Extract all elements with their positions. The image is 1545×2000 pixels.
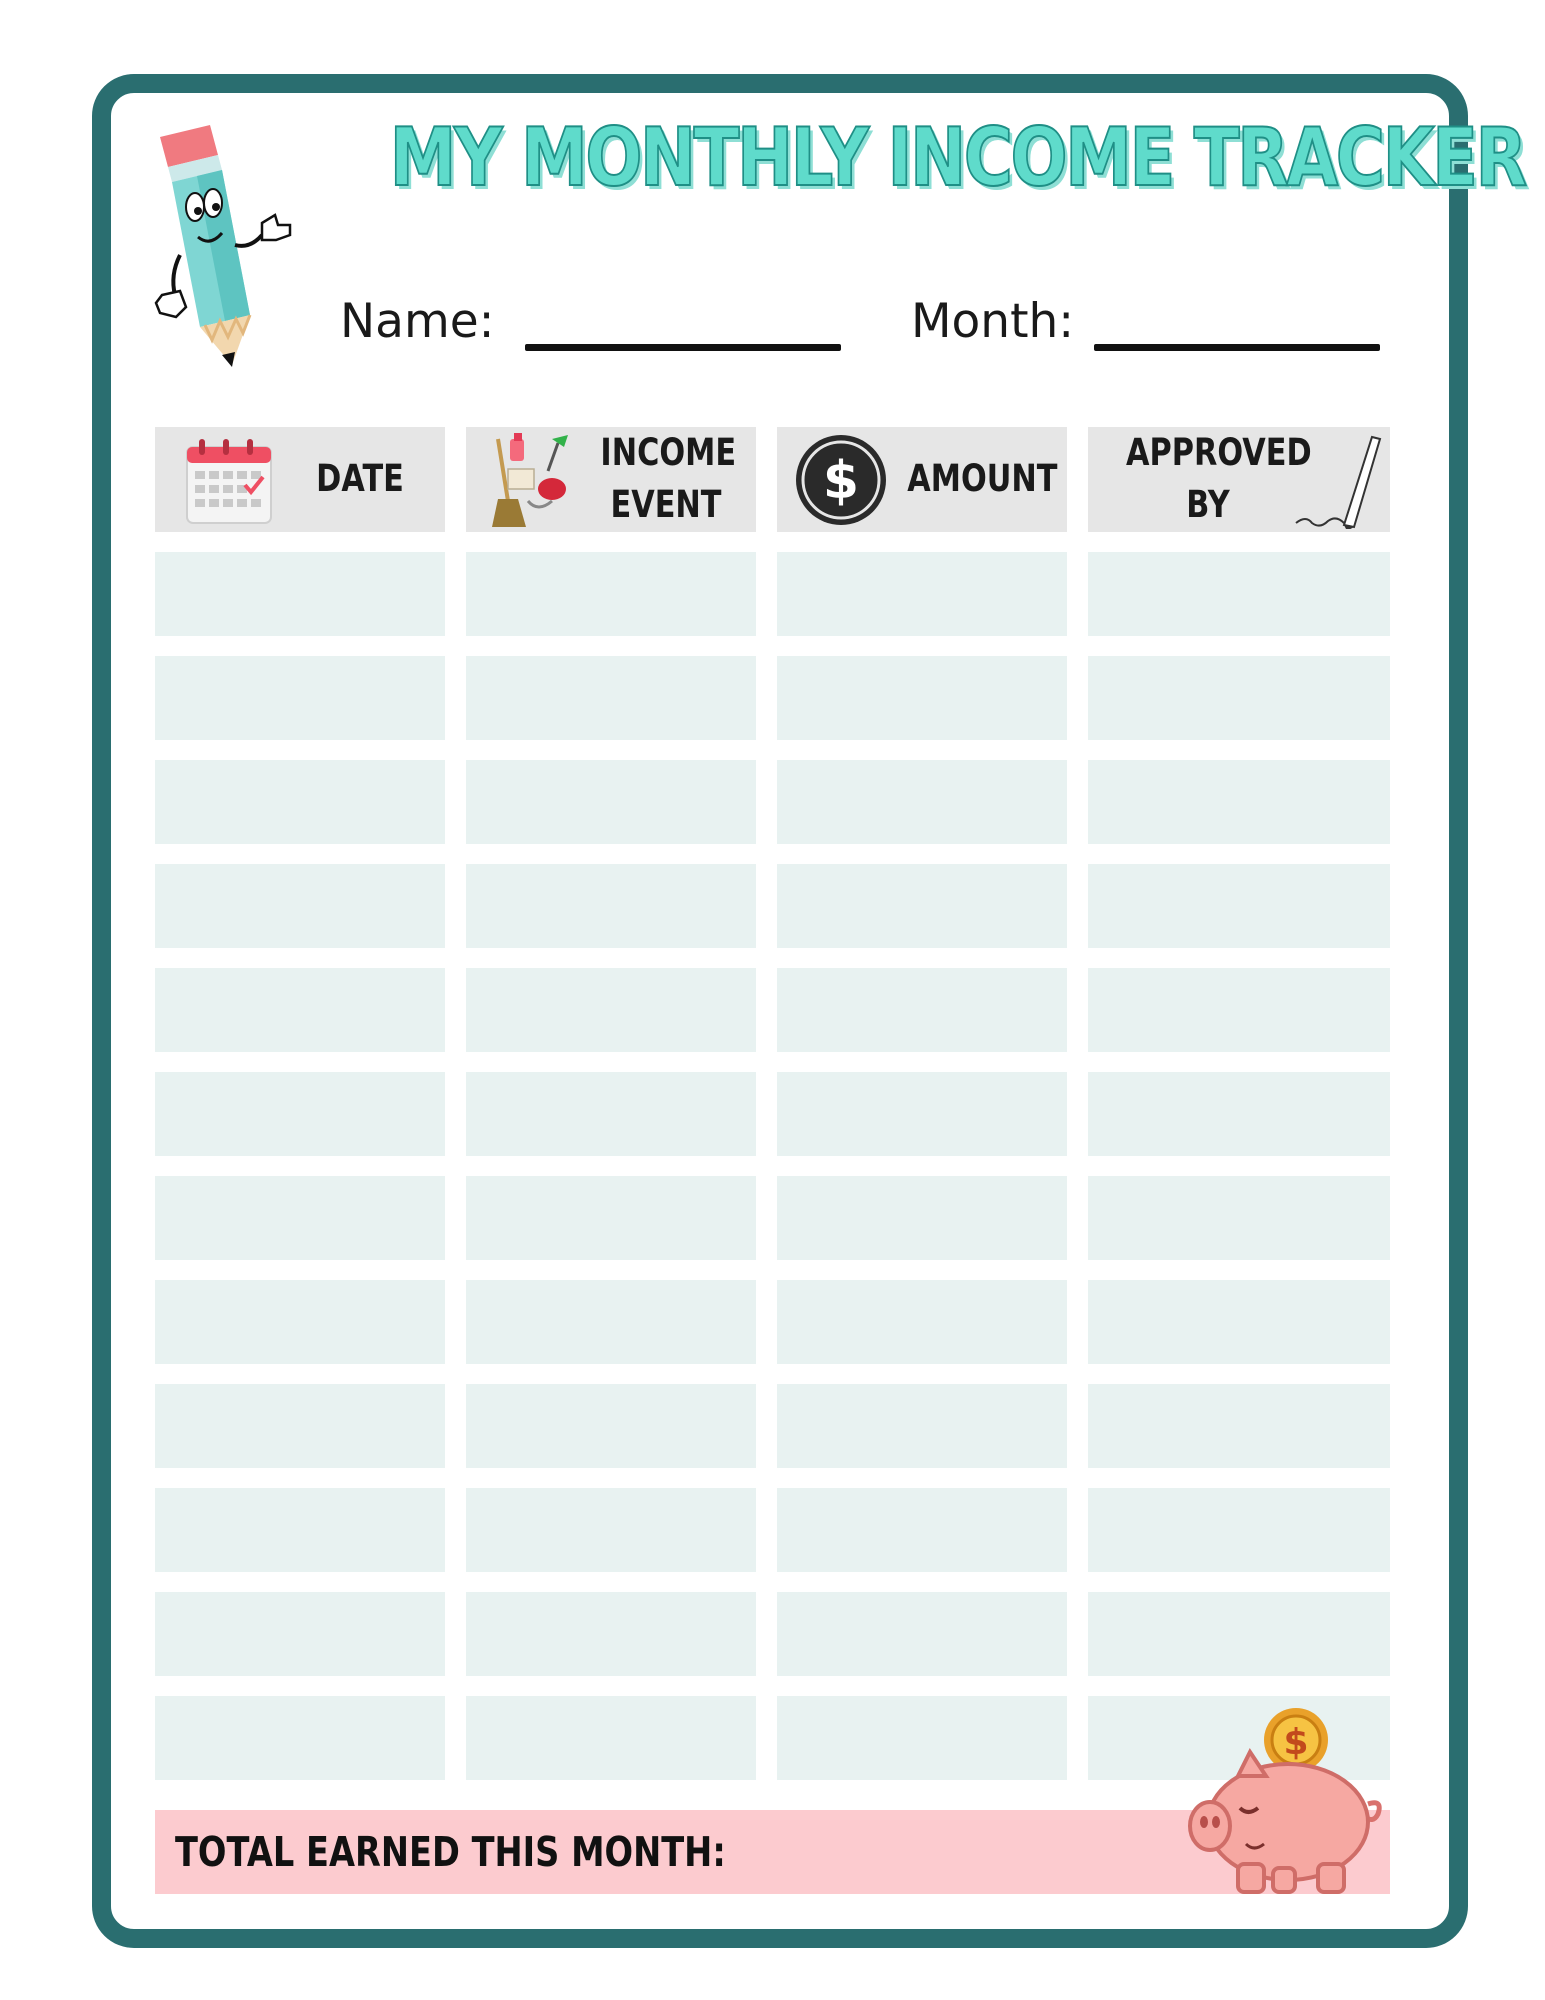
pencil-mascot-icon	[150, 115, 310, 380]
row-9-approved-by[interactable]	[1088, 1384, 1390, 1468]
calendar-icon	[183, 435, 275, 527]
header-income-event-label-1: INCOME	[600, 431, 737, 474]
row-7-date[interactable]	[155, 1176, 445, 1260]
row-4-approved-by[interactable]	[1088, 864, 1390, 948]
row-3-amount[interactable]	[777, 760, 1067, 844]
row-11-date[interactable]	[155, 1592, 445, 1676]
header-approved-by-label-2: BY	[1186, 483, 1230, 526]
header-income-event-label-2: EVENT	[610, 483, 722, 526]
row-3-approved-by[interactable]	[1088, 760, 1390, 844]
row-8-income-event[interactable]	[466, 1280, 756, 1364]
row-11-income-event[interactable]	[466, 1592, 756, 1676]
row-11-amount[interactable]	[777, 1592, 1067, 1676]
row-12-date[interactable]	[155, 1696, 445, 1780]
row-1-approved-by[interactable]	[1088, 552, 1390, 636]
row-10-approved-by[interactable]	[1088, 1488, 1390, 1572]
row-11-approved-by[interactable]	[1088, 1592, 1390, 1676]
header-approved-by	[1088, 427, 1390, 532]
row-4-amount[interactable]	[777, 864, 1067, 948]
svg-text:$: $	[1283, 1722, 1309, 1763]
row-4-date[interactable]	[155, 864, 445, 948]
row-5-date[interactable]	[155, 968, 445, 1052]
row-8-date[interactable]	[155, 1280, 445, 1364]
dollar-coin-icon	[793, 432, 889, 528]
header-amount	[777, 427, 1067, 532]
row-3-date[interactable]	[155, 760, 445, 844]
row-10-income-event[interactable]	[466, 1488, 756, 1572]
pen-signature-icon	[1292, 429, 1382, 529]
row-1-amount[interactable]	[777, 552, 1067, 636]
row-2-approved-by[interactable]	[1088, 656, 1390, 740]
row-12-income-event[interactable]	[466, 1696, 756, 1780]
header-date-label: DATE	[316, 457, 404, 500]
row-10-date[interactable]	[155, 1488, 445, 1572]
row-6-approved-by[interactable]	[1088, 1072, 1390, 1156]
header-approved-by-label-1: APPROVED	[1126, 431, 1312, 474]
row-4-income-event[interactable]	[466, 864, 756, 948]
row-9-date[interactable]	[155, 1384, 445, 1468]
row-6-income-event[interactable]	[466, 1072, 756, 1156]
row-5-amount[interactable]	[777, 968, 1067, 1052]
row-5-approved-by[interactable]	[1088, 968, 1390, 1052]
name-field-line[interactable]	[525, 344, 841, 351]
row-8-approved-by[interactable]	[1088, 1280, 1390, 1364]
row-2-income-event[interactable]	[466, 656, 756, 740]
row-10-amount[interactable]	[777, 1488, 1067, 1572]
month-field-line[interactable]	[1094, 344, 1380, 351]
row-6-date[interactable]	[155, 1072, 445, 1156]
row-7-amount[interactable]	[777, 1176, 1067, 1260]
row-2-date[interactable]	[155, 656, 445, 740]
name-label: Name:	[340, 294, 495, 349]
header-income-event	[466, 427, 756, 532]
piggy-bank-icon	[1178, 1704, 1388, 1899]
svg-text:$: $	[822, 451, 860, 511]
row-12-amount[interactable]	[777, 1696, 1067, 1780]
header-date	[155, 427, 445, 532]
row-7-approved-by[interactable]	[1088, 1176, 1390, 1260]
header-amount-label: AMOUNT	[907, 457, 1058, 500]
cleaning-supplies-icon	[478, 431, 578, 531]
total-earned-label: TOTAL EARNED THIS MONTH:	[175, 1828, 726, 1876]
row-9-income-event[interactable]	[466, 1384, 756, 1468]
row-1-date[interactable]	[155, 552, 445, 636]
row-1-income-event[interactable]	[466, 552, 756, 636]
page-title: MY MONTHLY INCOME TRACKER	[389, 111, 1525, 204]
row-9-amount[interactable]	[777, 1384, 1067, 1468]
row-8-amount[interactable]	[777, 1280, 1067, 1364]
month-label: Month:	[911, 294, 1075, 349]
row-7-income-event[interactable]	[466, 1176, 756, 1260]
row-3-income-event[interactable]	[466, 760, 756, 844]
row-2-amount[interactable]	[777, 656, 1067, 740]
row-5-income-event[interactable]	[466, 968, 756, 1052]
row-6-amount[interactable]	[777, 1072, 1067, 1156]
